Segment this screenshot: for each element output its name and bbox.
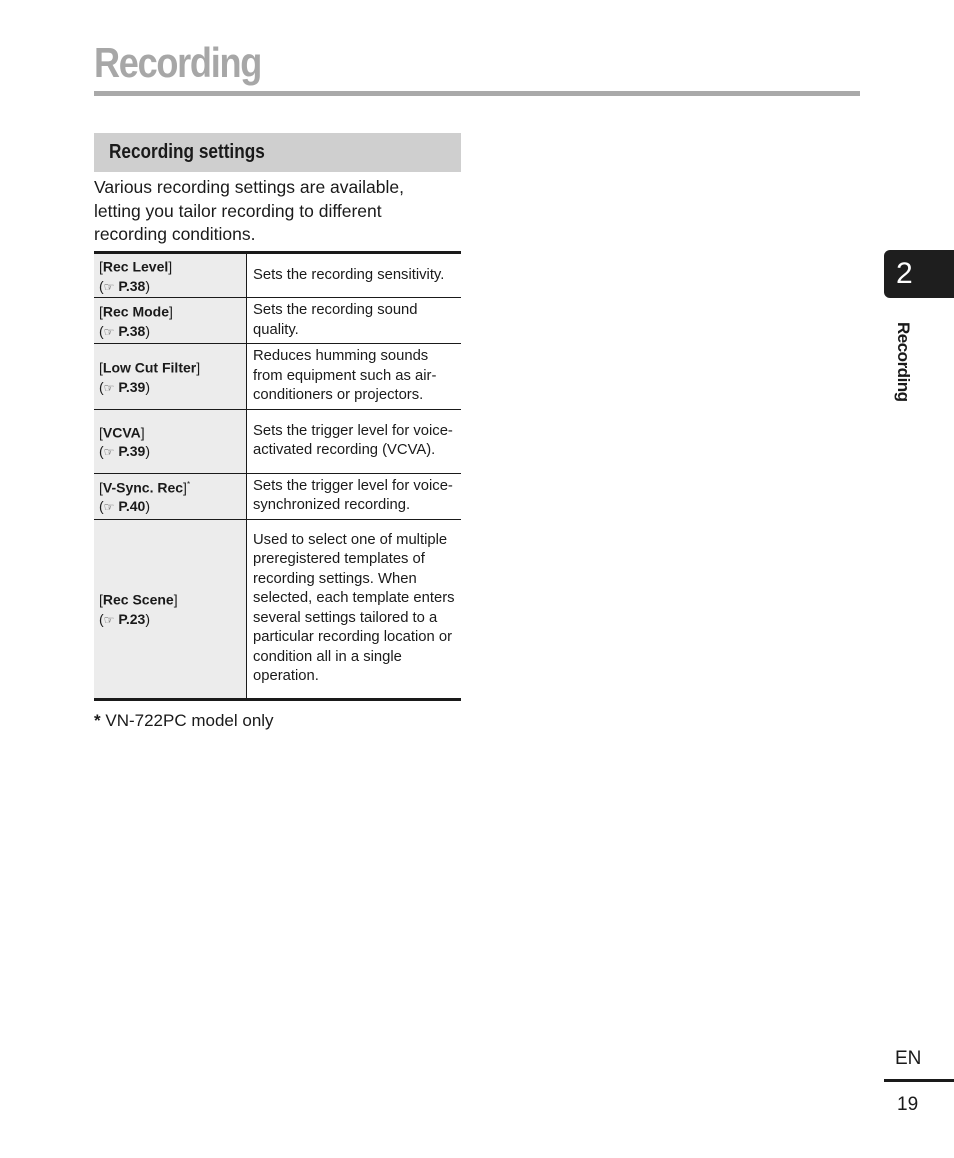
setting-description: Sets the trigger level for voice-activated recording (VCVA).	[247, 409, 462, 473]
footer-rule	[884, 1079, 954, 1082]
setting-key: [Rec Mode] (☞ P.38)	[94, 298, 247, 344]
page-reference[interactable]: P.23	[118, 610, 146, 627]
page-reference[interactable]: P.39	[118, 378, 146, 395]
footnote-text: VN-722PC model only	[105, 711, 274, 730]
setting-name: Rec Mode	[102, 303, 170, 320]
page-reference[interactable]: P.38	[118, 277, 146, 294]
setting-name: V-Sync. Rec	[102, 479, 184, 496]
pointing-hand-icon: ☞	[103, 445, 115, 460]
setting-key: [V-Sync. Rec]* (☞ P.40)	[94, 473, 247, 519]
setting-name: VCVA	[102, 424, 141, 441]
pointing-hand-icon: ☞	[103, 500, 115, 515]
setting-name: Rec Scene	[102, 591, 174, 608]
pointing-hand-icon: ☞	[103, 324, 115, 339]
settings-table	[94, 251, 461, 701]
footnote-marker: *	[186, 479, 191, 489]
table-row	[94, 473, 461, 519]
section-header	[94, 133, 461, 172]
setting-name: Low Cut Filter	[102, 359, 197, 376]
setting-description: Sets the recording sound quality.	[247, 298, 462, 344]
setting-description: Reduces humming sounds from equipment such as air-conditioners or projectors.	[247, 344, 462, 410]
setting-key: [Rec Level] (☞ P.38)	[94, 253, 247, 298]
table-row	[94, 409, 461, 473]
setting-key: [Low Cut Filter] (☞ P.39)	[94, 344, 247, 410]
setting-description: Sets the recording sensitivity.	[247, 253, 462, 298]
setting-name: Rec Level	[102, 258, 169, 275]
table-row	[94, 344, 461, 410]
footnote	[94, 711, 274, 731]
table-row	[94, 253, 461, 298]
footnote-marker: *	[94, 711, 101, 730]
section-heading: Recording settings	[109, 141, 265, 163]
table-row	[94, 298, 461, 344]
pointing-hand-icon: ☞	[103, 279, 115, 294]
page-title: Recording	[94, 39, 262, 86]
table-row	[94, 519, 461, 699]
chapter-tab[interactable]	[884, 250, 954, 298]
language-label: EN	[895, 1048, 922, 1069]
page-number: 19	[897, 1094, 919, 1115]
setting-description: Sets the trigger level for voice-synchronized recording.	[247, 473, 462, 519]
page-reference[interactable]: P.39	[118, 443, 146, 460]
setting-key: [VCVA] (☞ P.39)	[94, 409, 247, 473]
title-rule	[94, 91, 860, 96]
setting-key: [Rec Scene] (☞ P.23)	[94, 519, 247, 699]
pointing-hand-icon: ☞	[103, 612, 115, 627]
page-reference[interactable]: P.40	[118, 498, 146, 515]
intro-paragraph: Various recording settings are available, letting you tailor recording to different recording conditions.	[94, 177, 404, 244]
setting-description: Used to select one of multiple preregistered templates of recording settings. When selected, each template enters several settings tailored to a particular recording location or condition all in a single operation.	[253, 531, 455, 684]
chapter-number: 2	[896, 257, 913, 290]
pointing-hand-icon: ☞	[103, 380, 115, 395]
side-chapter-label: Recording	[894, 322, 913, 402]
page-reference[interactable]: P.38	[118, 322, 146, 339]
